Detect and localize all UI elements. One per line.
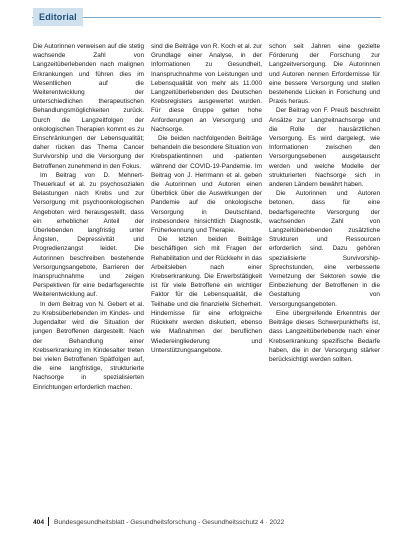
paragraph: sind die Beiträge von R. Koch et al. zur Grundlage einer Analyse, in der Informationen zu Gesundheit, Inanspruchnahme von Leistungen und Lebensqualität von mehr als 11.000 Langzeitüberlebenden des Deutschen Krebsregisters ausgewertet wurden. Für diese Gruppe gelten hohe Anforderungen an Versorgung und Nachsorge.	[151, 43, 262, 133]
page-number: 404	[33, 519, 45, 526]
text-column-2	[151, 42, 262, 510]
article-body	[33, 42, 381, 510]
paragraph: Die beiden nachfolgenden Beiträge behandeln die besondere Situation von Krebspatientinnen und -patienten während der COVID-19-Pandemie. Im Beitrag von J. Herrmann et al. geben die Autorinnen und Autoren einen Überblick über die Auswirkungen der Pandemie auf die onkologische Versorgung in Deutschland, insbesondere hinsichtlich Diagnostik, Früherkennung und Therapie.	[151, 135, 262, 235]
paragraph: schon seit Jahren eine gezielte Förderung der Forschung zur Langzeitversorgung. Die Autorinnen und Autoren nennen Erfordernisse für eine bessere Versorgung und stellen bestehende Lücken in Forschung und Praxis heraus.	[269, 43, 380, 106]
footer-divider	[48, 517, 49, 526]
text-column-1	[33, 42, 144, 510]
paragraph: Eine übergreifende Erkenntnis der Beiträge dieses Schwerpunkthefts ist, dass Langzeitüberlebende nach einer Krebserkrankung spezifische Bedarfe haben, die in der Versorgung stärker berücksichtigt werden sollten.	[269, 309, 380, 363]
paragraph: Die Autorinnen verweisen auf die stetig wachsende Zahl von Langzeitüberlebenden nach malignen Erkrankungen und führen dies im Wesentlichen auf die Weiterentwicklung der unterschiedlichen therapeutischen Behandlungsmöglichkeiten zurück. Durch die Langzeitfolgen der onkologischen Therapien kommt es zu Einschränkungen der Lebensqualität; daher rücken das Thema Cancer Survivorship und die Versorgung der Betroffenen zunehmend in den Fokus.	[33, 43, 144, 170]
paragraph: Im Beitrag von D. Mehnert-Theuerkauf et al. zu psychosozialen Belastungen nach Krebs und zur Versorgung mit psychoonkologischen Angeboten wird herausgestellt, dass ein erheblicher Anteil der Überlebenden langfristig unter Ängsten, Depressivität und Progredienzangst leidet. Die Autorinnen beschreiben bestehende Versorgungsangebote, Barrieren der Inanspruchnahme und zeigen Perspektiven für eine bedarfsgerechte Weiterentwicklung auf.	[33, 171, 144, 299]
paragraph: In dem Beitrag von N. Gebert et al. zu Krebsüberlebenden im Kindes- und Jugendalter wird die Situation der jungen Betroffenen dargestellt. Nach der Behandlung einer Krebserkrankung im Kindesalter treten bei vielen Betroffenen Spätfolgen auf, die eine langfristige, strukturierte Nachsorge in spezialisierten Einrichtungen erforderlich machen.	[33, 300, 144, 391]
page-footer	[33, 516, 381, 530]
journal-citation: Bundesgesundheitsblatt - Gesundheitsforschung - Gesundheitsschutz 4 · 2022	[54, 519, 285, 526]
paragraph: Die Autorinnen und Autoren betonen, dass für eine bedarfsgerechte Versorgung der wachsenden Zahl von Langzeitüberlebenden zusätzliche Strukturen und Ressourcen erforderlich sind. Dazu gehören spezialisierte Survivorship-Sprechstunden, eine verbesserte Vernetzung der Sektoren sowie die Einbeziehung der Betroffenen in die Gestaltung von Versorgungsangeboten.	[269, 190, 380, 308]
section-tag: Editorial	[33, 8, 83, 26]
header-rule	[32, 17, 381, 18]
text-column-3	[269, 42, 380, 510]
paragraph: Der Beitrag von F. Preuß beschreibt Ansätze zur Langzeitnachsorge und die Rolle der hausärztlichen Versorgung. Es wird dargelegt, wie Informationen zwischen den Versorgungsebenen ausgetauscht werden und welche Modelle der strukturierten Nachsorge sich in anderen Ländern bewährt haben.	[269, 107, 380, 189]
page-header	[0, 8, 413, 26]
paragraph: Die letzten beiden Beiträge beschäftigen sich mit Fragen der Rehabilitation und der Rückkehr in das Arbeitsleben nach einer Krebserkrankung. Die Erwerbstätigkeit ist für viele Betroffene ein wichtiger Faktor für die Lebensqualität, die Teilhabe und die finanzielle Sicherheit. Hindernisse für eine erfolgreiche Rückkehr werden diskutiert, ebenso wie Maßnahmen der beruflichen Wiedereingliederung und Unterstützungsangebote.	[151, 236, 262, 354]
